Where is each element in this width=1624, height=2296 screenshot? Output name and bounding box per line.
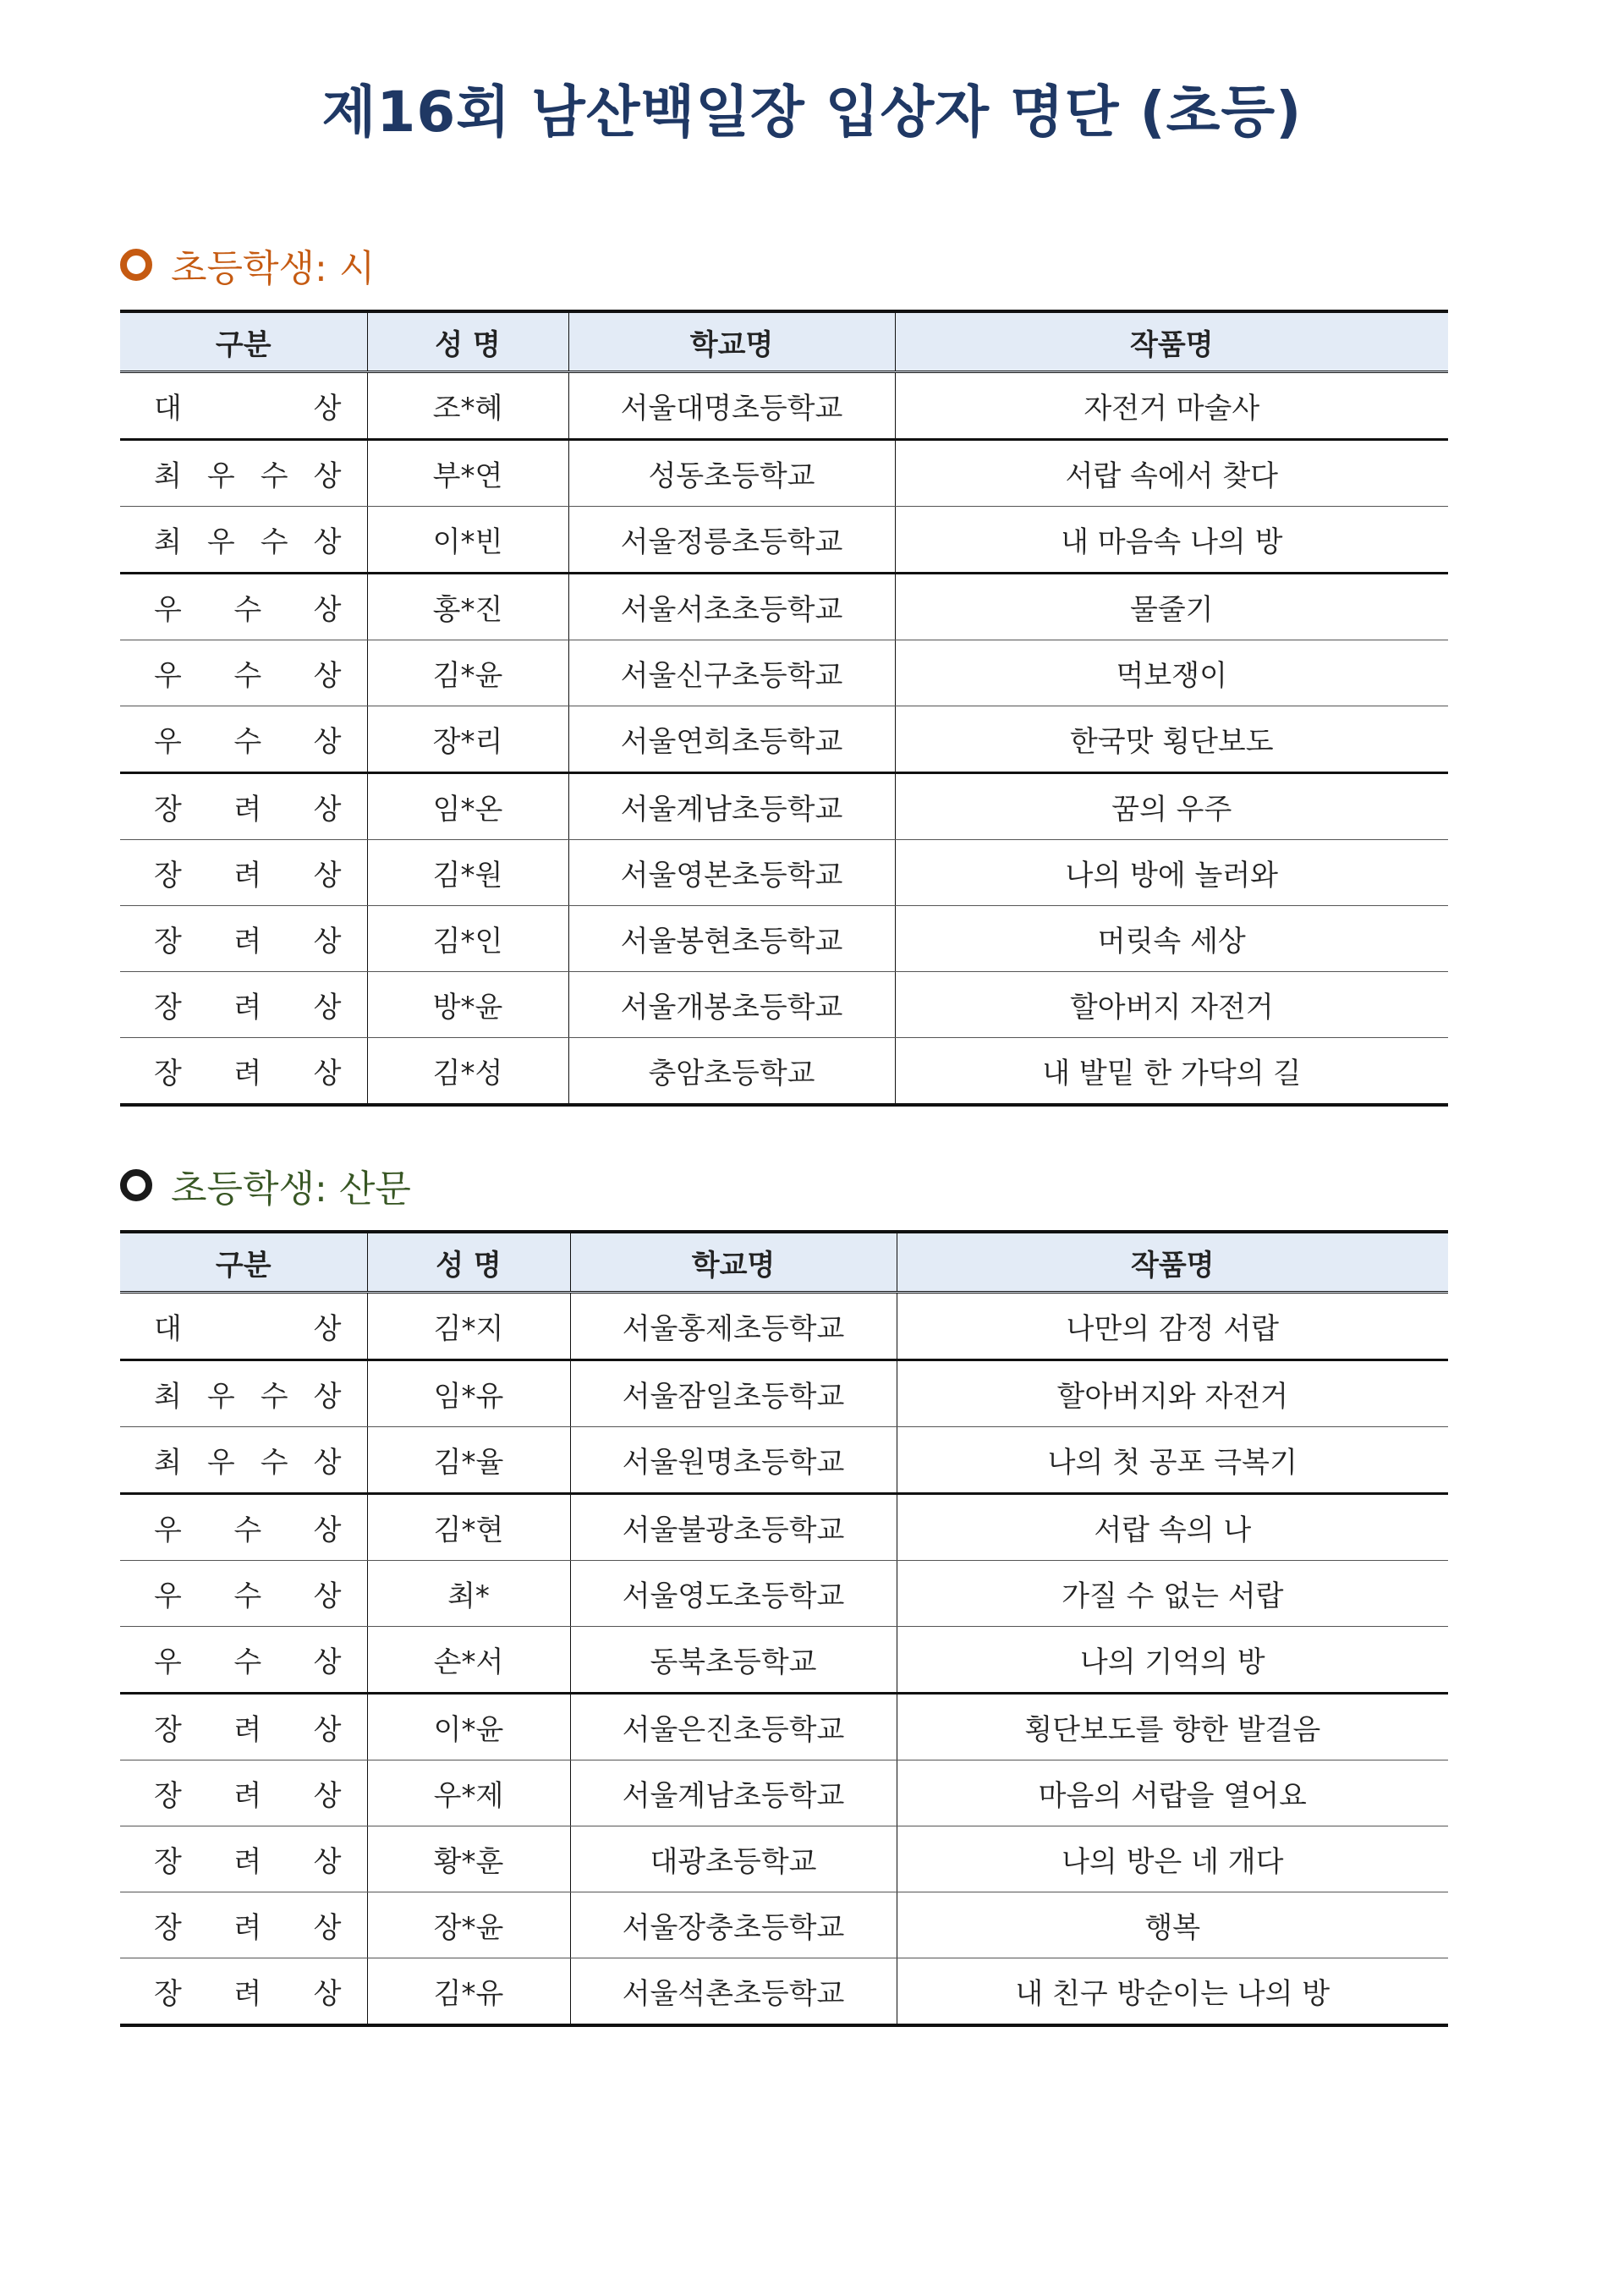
award-char: 우 [206, 459, 235, 493]
award-char: 수 [233, 1645, 262, 1679]
award-char: 상 [313, 1713, 342, 1747]
table-row [120, 507, 1448, 574]
section-heading [120, 1156, 1448, 1215]
work-cell: 먹보쟁이 [895, 640, 1448, 706]
award-char: 상 [313, 793, 342, 827]
award-char: 최 [154, 525, 182, 559]
award-cell [120, 1038, 367, 1106]
column-header-award: 구분 [120, 311, 367, 372]
table-row [120, 840, 1448, 906]
award-char: 수 [233, 1579, 262, 1613]
name-cell: 김*현 [367, 1494, 570, 1561]
column-header-work: 작품명 [895, 311, 1448, 372]
award-char: 우 [154, 659, 182, 693]
work-cell: 나의 방에 놀러와 [895, 840, 1448, 906]
table-row [120, 640, 1448, 706]
work-cell: 머릿속 세상 [895, 906, 1448, 972]
award-cell [120, 507, 367, 574]
award-cell [120, 640, 367, 706]
name-cell: 김*윤 [367, 640, 568, 706]
award-char: 수 [233, 725, 262, 759]
table-row [120, 1293, 1448, 1360]
award-char: 장 [154, 925, 182, 958]
table-header-row [120, 1232, 1448, 1293]
award-cell [120, 1494, 367, 1561]
work-cell: 서랍 속의 나 [897, 1494, 1448, 1561]
award-char: 상 [313, 459, 342, 493]
name-cell: 황*훈 [367, 1826, 570, 1892]
award-char: 상 [313, 925, 342, 958]
work-cell: 횡단보도를 향한 발걸음 [897, 1694, 1448, 1760]
award-char: 수 [260, 459, 288, 493]
award-char: 우 [154, 593, 182, 627]
school-cell: 서울정릉초등학교 [568, 507, 895, 574]
award-char: 수 [260, 1446, 288, 1480]
award-char: 상 [313, 1779, 342, 1813]
work-cell: 내 친구 방순이는 나의 방 [897, 1958, 1448, 2026]
award-cell [120, 773, 367, 840]
name-cell: 김*성 [367, 1038, 568, 1106]
school-cell: 서울석촌초등학교 [570, 1958, 897, 2026]
award-char: 상 [313, 1845, 342, 1879]
award-char: 려 [233, 1911, 262, 1945]
table-row [120, 1627, 1448, 1694]
work-cell: 한국맛 횡단보도 [895, 706, 1448, 773]
table-row [120, 1038, 1448, 1106]
award-cell [120, 972, 367, 1038]
award-char: 상 [313, 525, 342, 559]
award-char: 최 [154, 1380, 182, 1414]
name-cell: 임*온 [367, 773, 568, 840]
awards-table-prose [120, 1230, 1448, 2027]
school-cell: 서울영도초등학교 [570, 1561, 897, 1627]
award-char: 수 [260, 525, 288, 559]
school-cell: 서울서초초등학교 [568, 574, 895, 640]
award-char: 상 [313, 659, 342, 693]
circle-bullet-icon [120, 1169, 152, 1201]
award-char: 려 [233, 1713, 262, 1747]
table-row [120, 906, 1448, 972]
school-cell: 서울연희초등학교 [568, 706, 895, 773]
school-cell: 충암초등학교 [568, 1038, 895, 1106]
work-cell: 행복 [897, 1892, 1448, 1958]
award-char: 우 [154, 1579, 182, 1613]
circle-bullet-icon [120, 249, 152, 281]
award-char: 장 [154, 793, 182, 827]
award-cell [120, 440, 367, 507]
award-char: 수 [233, 593, 262, 627]
work-cell: 할아버지 자전거 [895, 972, 1448, 1038]
award-char: 장 [154, 1713, 182, 1747]
work-cell: 나의 첫 공포 극복기 [897, 1427, 1448, 1494]
table-row [120, 574, 1448, 640]
award-cell [120, 1892, 367, 1958]
award-char: 우 [206, 1446, 235, 1480]
award-cell [120, 1826, 367, 1892]
award-cell [120, 1694, 367, 1760]
school-cell: 서울개봉초등학교 [568, 972, 895, 1038]
award-char: 려 [233, 1977, 262, 2011]
award-cell [120, 1958, 367, 2026]
award-char: 상 [313, 1312, 342, 1346]
table-header-row [120, 311, 1448, 372]
section-heading [120, 235, 1448, 294]
name-cell: 방*윤 [367, 972, 568, 1038]
table-row [120, 1360, 1448, 1427]
work-cell: 내 마음속 나의 방 [895, 507, 1448, 574]
award-char: 상 [313, 1513, 342, 1547]
work-cell: 나만의 감정 서랍 [897, 1293, 1448, 1360]
section-prose [120, 1156, 1448, 2027]
award-char: 려 [233, 793, 262, 827]
table-row [120, 1958, 1448, 2026]
table-row [120, 773, 1448, 840]
table-row [120, 440, 1448, 507]
section-heading-text: 초등학생: 산문 [171, 1167, 411, 1211]
award-cell [120, 840, 367, 906]
award-cell [120, 1627, 367, 1694]
award-char: 상 [313, 991, 342, 1024]
name-cell: 장*윤 [367, 1892, 570, 1958]
column-header-name: 성 명 [367, 311, 568, 372]
school-cell: 성동초등학교 [568, 440, 895, 507]
school-cell: 동북초등학교 [570, 1627, 897, 1694]
school-cell: 서울은진초등학교 [570, 1694, 897, 1760]
award-char: 최 [154, 1446, 182, 1480]
table-row [120, 1826, 1448, 1892]
school-cell: 서울봉현초등학교 [568, 906, 895, 972]
award-char: 우 [206, 525, 235, 559]
award-char: 상 [313, 859, 342, 893]
work-cell: 내 발밑 한 가닥의 길 [895, 1038, 1448, 1106]
school-cell: 서울대명초등학교 [568, 372, 895, 440]
award-cell [120, 574, 367, 640]
school-cell: 서울잠일초등학교 [570, 1360, 897, 1427]
award-char: 대 [154, 392, 182, 426]
name-cell: 홍*진 [367, 574, 568, 640]
award-char: 우 [154, 1513, 182, 1547]
award-char: 장 [154, 1977, 182, 2011]
work-cell: 물줄기 [895, 574, 1448, 640]
award-char: 려 [233, 1057, 262, 1090]
award-char: 장 [154, 859, 182, 893]
award-char: 장 [154, 1911, 182, 1945]
document-title: 제16회 남산백일장 입상자 명단 (초등) [321, 80, 1303, 145]
work-cell: 가질 수 없는 서랍 [897, 1561, 1448, 1627]
work-cell: 마음의 서랍을 열어요 [897, 1760, 1448, 1826]
table-body [120, 372, 1448, 1106]
name-cell: 이*빈 [367, 507, 568, 574]
award-char: 장 [154, 1779, 182, 1813]
award-char: 상 [313, 1977, 342, 2011]
work-cell: 나의 방은 네 개다 [897, 1826, 1448, 1892]
award-char: 우 [154, 1645, 182, 1679]
award-char: 수 [233, 1513, 262, 1547]
award-char: 상 [313, 1057, 342, 1090]
award-char: 려 [233, 991, 262, 1024]
name-cell: 이*윤 [367, 1694, 570, 1760]
award-cell [120, 906, 367, 972]
work-cell: 서랍 속에서 찾다 [895, 440, 1448, 507]
column-header-school: 학교명 [568, 311, 895, 372]
award-char: 장 [154, 991, 182, 1024]
award-cell [120, 1760, 367, 1826]
award-char: 상 [313, 1579, 342, 1613]
award-char: 우 [206, 1380, 235, 1414]
award-char: 장 [154, 1057, 182, 1090]
name-cell: 우*제 [367, 1760, 570, 1826]
work-cell: 나의 기억의 방 [897, 1627, 1448, 1694]
award-char: 려 [233, 859, 262, 893]
column-header-school: 학교명 [570, 1232, 897, 1293]
section-heading-text: 초등학생: 시 [171, 247, 376, 290]
table-row [120, 1494, 1448, 1561]
table-row [120, 1427, 1448, 1494]
award-char: 려 [233, 925, 262, 958]
award-char: 장 [154, 1845, 182, 1879]
awards-table-poetry [120, 310, 1448, 1107]
work-cell: 자전거 마술사 [895, 372, 1448, 440]
award-cell [120, 1293, 367, 1360]
table-row [120, 706, 1448, 773]
school-cell: 서울영본초등학교 [568, 840, 895, 906]
award-char: 려 [233, 1845, 262, 1879]
table-row [120, 1892, 1448, 1958]
award-cell [120, 1427, 367, 1494]
school-cell: 서울원명초등학교 [570, 1427, 897, 1494]
name-cell: 김*인 [367, 906, 568, 972]
table-row [120, 972, 1448, 1038]
award-cell [120, 1360, 367, 1427]
name-cell: 김*원 [367, 840, 568, 906]
school-cell: 서울신구초등학교 [568, 640, 895, 706]
award-char: 우 [154, 725, 182, 759]
award-cell [120, 706, 367, 773]
table-row [120, 1760, 1448, 1826]
school-cell: 대광초등학교 [570, 1826, 897, 1892]
award-cell [120, 1561, 367, 1627]
work-cell: 할아버지와 자전거 [897, 1360, 1448, 1427]
award-char: 최 [154, 459, 182, 493]
name-cell: 부*연 [367, 440, 568, 507]
column-header-name: 성 명 [367, 1232, 570, 1293]
school-cell: 서울불광초등학교 [570, 1494, 897, 1561]
name-cell: 손*서 [367, 1627, 570, 1694]
name-cell: 임*유 [367, 1360, 570, 1427]
award-cell [120, 372, 367, 440]
school-cell: 서울계남초등학교 [568, 773, 895, 840]
table-row [120, 1694, 1448, 1760]
work-cell: 꿈의 우주 [895, 773, 1448, 840]
table-body [120, 1293, 1448, 2026]
name-cell: 조*혜 [367, 372, 568, 440]
award-char: 려 [233, 1779, 262, 1813]
section-poetry [120, 235, 1448, 1107]
school-cell: 서울장충초등학교 [570, 1892, 897, 1958]
column-header-work: 작품명 [897, 1232, 1448, 1293]
name-cell: 김*율 [367, 1427, 570, 1494]
school-cell: 서울계남초등학교 [570, 1760, 897, 1826]
award-char: 상 [313, 1446, 342, 1480]
school-cell: 서울홍제초등학교 [570, 1293, 897, 1360]
award-char: 대 [154, 1312, 182, 1346]
award-char: 상 [313, 1645, 342, 1679]
award-char: 수 [260, 1380, 288, 1414]
award-char: 상 [313, 725, 342, 759]
award-char: 상 [313, 1911, 342, 1945]
table-row [120, 1561, 1448, 1627]
name-cell: 최* [367, 1561, 570, 1627]
name-cell: 김*유 [367, 1958, 570, 2026]
award-char: 수 [233, 659, 262, 693]
award-char: 상 [313, 593, 342, 627]
award-char: 상 [313, 392, 342, 426]
column-header-award: 구분 [120, 1232, 367, 1293]
table-row [120, 372, 1448, 440]
name-cell: 장*리 [367, 706, 568, 773]
name-cell: 김*지 [367, 1293, 570, 1360]
award-char: 상 [313, 1380, 342, 1414]
